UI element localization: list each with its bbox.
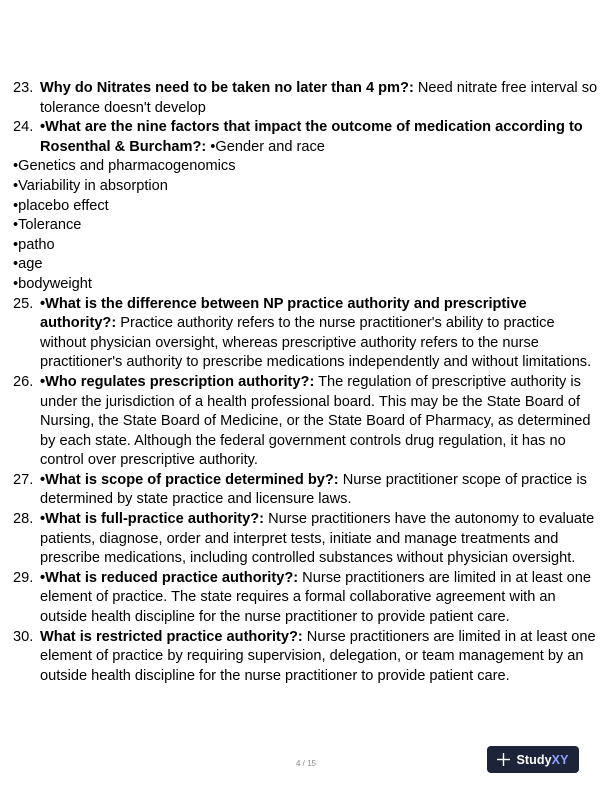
question: What is restricted practice authority?: — [40, 628, 303, 645]
item-number: 25. — [13, 295, 34, 312]
qa-item-29 — [13, 569, 599, 628]
item-number: 24. — [13, 119, 34, 136]
answer: Need nitrate free interval so tolerance doesn't develop — [40, 80, 598, 116]
question: •What is full-practice authority?: — [40, 511, 265, 528]
item-number: 26. — [13, 373, 34, 390]
answer: The regulation of prescriptive authority is under the jurisdiction of a health professional board. This may be the State Board of Nursing, the State Board of Medicine, or the State Board of Pharmacy, as determined by each state. Although the federal government controls drug regulation, it has no control over prescriptive authority. — [40, 373, 591, 469]
item-number: 30. — [13, 628, 34, 645]
page-number: 4 / 15 — [295, 759, 316, 768]
factor-bullet: •Tolerance — [13, 217, 82, 234]
factor-bullet: •Variability in absorption — [13, 177, 168, 194]
studyxy-badge[interactable] — [487, 746, 579, 773]
question: Why do Nitrates need to be taken no later than 4 pm?: — [40, 80, 414, 96]
qa-item-25 — [13, 295, 599, 373]
qa-item-23 — [13, 79, 599, 118]
factor-bullet: •bodyweight — [13, 275, 92, 292]
qa-item-27 — [13, 471, 599, 510]
item-number: 27. — [13, 471, 34, 488]
item-number: 23. — [13, 80, 34, 96]
answer: Nurse practitioner scope of practice is determined by state practice and licensure laws. — [40, 471, 587, 508]
brand-logo-text — [516, 753, 568, 767]
factor-bullet: •age — [13, 256, 43, 273]
answer: Nurse practitioners are limited in at least one element of practice. The state requires a formal collaborative agreement with an outside health discipline for the nurse practitioner to provide patient care. — [40, 569, 591, 626]
qa-item-24 — [13, 118, 599, 157]
factor-bullet: •Genetics and pharmacogenomics — [13, 158, 236, 175]
qa-item-26 — [13, 373, 599, 471]
brand-xy: XY — [551, 752, 569, 767]
question: •Who regulates prescription authority?: — [40, 373, 315, 390]
question: •What is scope of practice determined by?: — [40, 471, 339, 488]
qa-list — [13, 79, 599, 686]
question: •What is reduced practice authority?: — [40, 569, 299, 586]
answer: •Gender and race — [206, 138, 325, 155]
qa-item-28 — [13, 510, 599, 569]
answer: Practice authority refers to the nurse practitioner's ability to practice without physician oversight, whereas prescriptive authority refers to the nurse practitioner's authority to prescribe medications independently and without limitations. — [40, 315, 592, 371]
question: •What are the nine factors that impact the outcome of medication according to Rosenthal & Burcham?: — [40, 119, 583, 155]
brand-study: Study — [516, 752, 552, 767]
item-number: 29. — [13, 569, 34, 586]
item-number: 28. — [13, 511, 34, 528]
answer: Nurse practitioners have the autonomy to evaluate patients, diagnose, order and interpret tests, initiate and manage treatments and prescribe medications, including controlled substances without physician oversight. — [40, 511, 595, 567]
qa-item-30 — [13, 628, 599, 687]
factor-bullet: •patho — [13, 236, 55, 253]
factor-bullet: •placebo effect — [13, 197, 109, 214]
question: •What is the difference between NP practice authority and prescriptive authority?: — [40, 295, 527, 332]
answer: Nurse practitioners are limited in at least one element of practice by requiring supervision, delegation, or team management by an outside health discipline for the nurse practitioner to provide patient care. — [40, 628, 596, 684]
plus-icon — [497, 753, 510, 766]
